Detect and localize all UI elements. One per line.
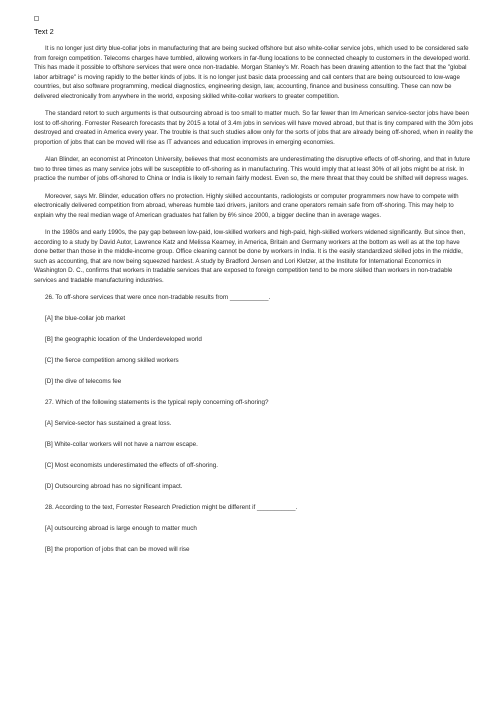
paragraph-4: Moreover, says Mr. Blinder, education offers no protection. Highly skilled accountants, radiologists or computer programmers now have to compete with electronically delivered competition from abroad, whereas humble taxi drivers, janitors and crane operators remain safe from off-shoring. This may help to explain why the real median wage of American graduates hat fallen by 6% since 2000, a bigger decline than in average wages. [34, 192, 459, 219]
document-title: Text 2 [34, 27, 54, 36]
question-26-option-d: [D] the dive of telecoms fee [45, 378, 122, 385]
question-26: 26. To off-shore services that were once non-tradable results from ___________. [45, 294, 271, 301]
question-26-option-c: [C] the fierce competition among skilled workers [45, 357, 179, 364]
question-26-option-a: [A] the blue-collar job market [45, 315, 126, 322]
document-page [34, 16, 474, 566]
paragraph-2: The standard retort to such arguments is that outsourcing abroad is too small to matter much. So far fewer than lm American service-sector jobs have been lost to off-shoring. Forrester Research forecasts that by 2015 a total of 3.4m jobs in services will have moved abroad, but that is tiny compared with the 30m jobs destroyed and created in America every year. The trouble is that such studies allow only for the sorts of jobs that are already being off-shored, when in reality the proportion of jobs that can be moved will rise as IT advances and education improves in emerging economies. [34, 110, 474, 146]
paragraph-5: In the 1980s and early 1990s, the pay gap between low-paid, low-skilled workers and high-paid, high-skilled workers widened significantly. But since then, according to a study by David Autor, Lawrence Katz and Melissa Kearney, in America, Britain and Germany workers at the bottom as well as at the top have done better than those in the middle-income group. Office cleaning cannot be done by workers in India. It is the easily standardized skilled jobs in the middle, such as accounting, that are now being squeezed hardest. A study by Bradford Jensen and Lori Kletzer, at the Institute for International Economics in Washington D. C., confirms that workers in tradable services that are exposed to foreign competition tend to be more skilled than workers in non-tradable services and tradable manufacturing industries. [34, 229, 466, 284]
page-marker-icon [34, 16, 39, 21]
question-27-option-c: [C] Most economists underestimated the effects of off-shoring. [45, 462, 219, 469]
question-27-option-a: [A] Service-sector has sustained a great loss. [45, 420, 172, 427]
paragraph-1: It is no longer just dirty blue-collar jobs in manufacturing that are being sucked offshore but also white-collar service jobs, which used to be considered safe from foreign competition. Telecoms charges have tumbled, allowing workers in far-flung locations to be connected cheaply to customers in the developed world. This has made it possible to offshore services that were once non-tradable. Morgan Stanley's Mr. Roach has been drawing attention to the fact that the "global labor arbitrage" is moving rapidly to the better kinds of jobs. It is no longer just basic data processing and call centers that are being outsourced to low-wage countries, but also software programming, medical diagnostics, engineering design, law, accounting, finance and business consulting. These can now be delivered electronically from anywhere in the world, exposing skilled white-collar workers to greater competition. [34, 45, 470, 100]
question-27-option-b: [B] White-collar workers will not have a narrow escape. [45, 441, 198, 448]
question-28: 28. According to the text, Forrester Research Prediction might be different if ___________. [45, 504, 298, 511]
paragraph-3: Alan Blinder, an economist at Princeton University, believes that most economists are underestimating the disruptive effects of off-shoring, and that in future two to three times as many service jobs will be susceptible to off-shoring as in manufacturing. This would imply that at least 30% of all jobs might be at risk. In practice the number of jobs off-shored to China or India is likely to remain fairly modest. Even so, the mere threat that they could be shifted will depress wages. [34, 156, 471, 182]
question-27-option-d: [D] Outsourcing abroad has no significant impact. [45, 483, 183, 490]
question-28-option-a: [A] outsourcing abroad is large enough to matter much [45, 525, 197, 532]
question-27: 27. Which of the following statements is the typical reply concerning off-shoring? [45, 399, 269, 406]
question-28-option-b: [B] the proportion of jobs that can be moved will rise [45, 546, 190, 553]
question-26-option-b: [B] the geographic location of the Underdeveloped world [45, 336, 202, 343]
